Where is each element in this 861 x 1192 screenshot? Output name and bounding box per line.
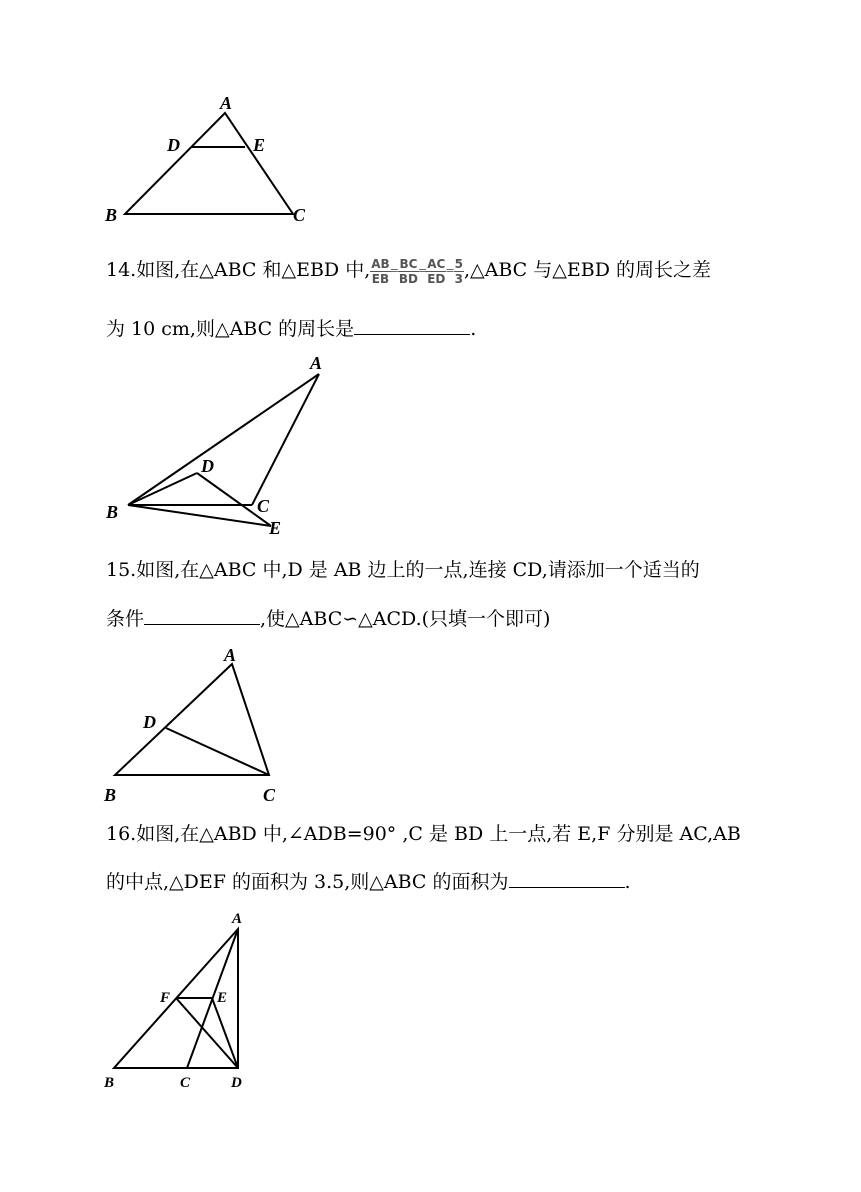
question-14-period: . bbox=[470, 318, 477, 340]
figure-13-triangle bbox=[95, 85, 325, 230]
label-b: B bbox=[104, 785, 117, 805]
fraction-numerator: 5 bbox=[454, 256, 463, 271]
question-15-text-3: ,使△ABC∽△ACD.(只填一个即可) bbox=[260, 608, 551, 630]
label-d: D bbox=[143, 712, 156, 732]
fraction-numerator: AC bbox=[427, 256, 446, 271]
fraction-bc-bd bbox=[398, 257, 419, 286]
question-16-text-1: 如图,在△ABD 中,∠ADB=90° ,C 是 BD 上一点,若 E,F 分别是 AC,AB bbox=[136, 823, 741, 845]
question-14-text-2: ,△ABC 与△EBD 的周长之差 bbox=[463, 259, 711, 281]
label-a: A bbox=[224, 645, 237, 665]
answer-blank-16[interactable] bbox=[509, 867, 625, 888]
equals-sign: = bbox=[445, 264, 455, 277]
triangle-abc bbox=[115, 664, 269, 775]
label-b: B bbox=[105, 205, 118, 225]
fraction-ac-ed bbox=[426, 257, 446, 286]
fraction-denominator: BD bbox=[398, 271, 419, 286]
label-e: E bbox=[217, 990, 228, 1006]
figure-14-triangles bbox=[100, 348, 340, 543]
triangle-abc bbox=[125, 113, 293, 214]
label-a: A bbox=[310, 353, 323, 373]
fraction-numerator: AB bbox=[371, 256, 390, 271]
segment-bd bbox=[128, 473, 197, 505]
question-16-text-2: 的中点,△DEF 的面积为 3.5,则△ABC 的面积为 bbox=[106, 871, 509, 893]
segment-ba bbox=[128, 374, 319, 505]
segment-ed bbox=[212, 998, 238, 1068]
question-14-text-3: 为 10 cm,则△ABC 的周长是 bbox=[106, 318, 355, 340]
fraction-denominator: 3 bbox=[454, 271, 463, 286]
label-d: D bbox=[231, 1075, 242, 1091]
figure-16-triangle bbox=[100, 905, 270, 1095]
label-a: A bbox=[232, 911, 243, 927]
answer-blank-15[interactable] bbox=[144, 604, 260, 625]
label-d: D bbox=[201, 456, 214, 476]
question-15-text-2: 条件 bbox=[106, 608, 145, 630]
question-14-line-2 bbox=[106, 314, 476, 343]
label-a: A bbox=[220, 93, 233, 113]
label-c: C bbox=[263, 785, 276, 805]
fraction-5-3 bbox=[454, 257, 464, 286]
question-15-line-2 bbox=[106, 604, 550, 633]
label-c: C bbox=[257, 496, 270, 516]
fraction-ab-eb bbox=[370, 257, 390, 286]
question-15-number: 15. bbox=[106, 559, 137, 581]
question-15-line-1 bbox=[106, 556, 700, 584]
equals-sign: = bbox=[418, 264, 428, 277]
label-c: C bbox=[293, 205, 306, 225]
equals-sign: = bbox=[389, 264, 399, 277]
question-16-line-1 bbox=[106, 820, 741, 848]
question-15-text-1: 如图,在△ABC 中,D 是 AB 边上的一点,连接 CD,请添加一个适当的 bbox=[136, 559, 700, 581]
segment-cd bbox=[166, 728, 269, 775]
label-e: E bbox=[253, 135, 266, 155]
question-16-line-2 bbox=[106, 867, 631, 896]
segment-ac bbox=[252, 374, 319, 505]
question-14-number: 14. bbox=[106, 259, 137, 281]
segment-fd bbox=[176, 998, 238, 1068]
fraction-denominator: EB bbox=[371, 271, 390, 286]
answer-blank-14[interactable] bbox=[354, 314, 470, 335]
figure-15-triangle bbox=[100, 640, 300, 810]
label-f: F bbox=[160, 990, 171, 1006]
question-16-number: 16. bbox=[106, 823, 137, 845]
question-16-period: . bbox=[624, 871, 631, 893]
fraction-denominator: ED bbox=[427, 271, 446, 286]
question-14-line-1 bbox=[106, 256, 711, 286]
fraction-numerator: BC bbox=[399, 256, 418, 271]
question-14-text-1: 如图,在△ABC 和△EBD 中, bbox=[136, 259, 371, 281]
segment-be bbox=[128, 505, 271, 526]
label-d: D bbox=[167, 135, 180, 155]
label-e: E bbox=[269, 518, 282, 538]
label-b: B bbox=[104, 1075, 115, 1091]
label-b: B bbox=[106, 502, 119, 522]
label-c: C bbox=[180, 1075, 191, 1091]
